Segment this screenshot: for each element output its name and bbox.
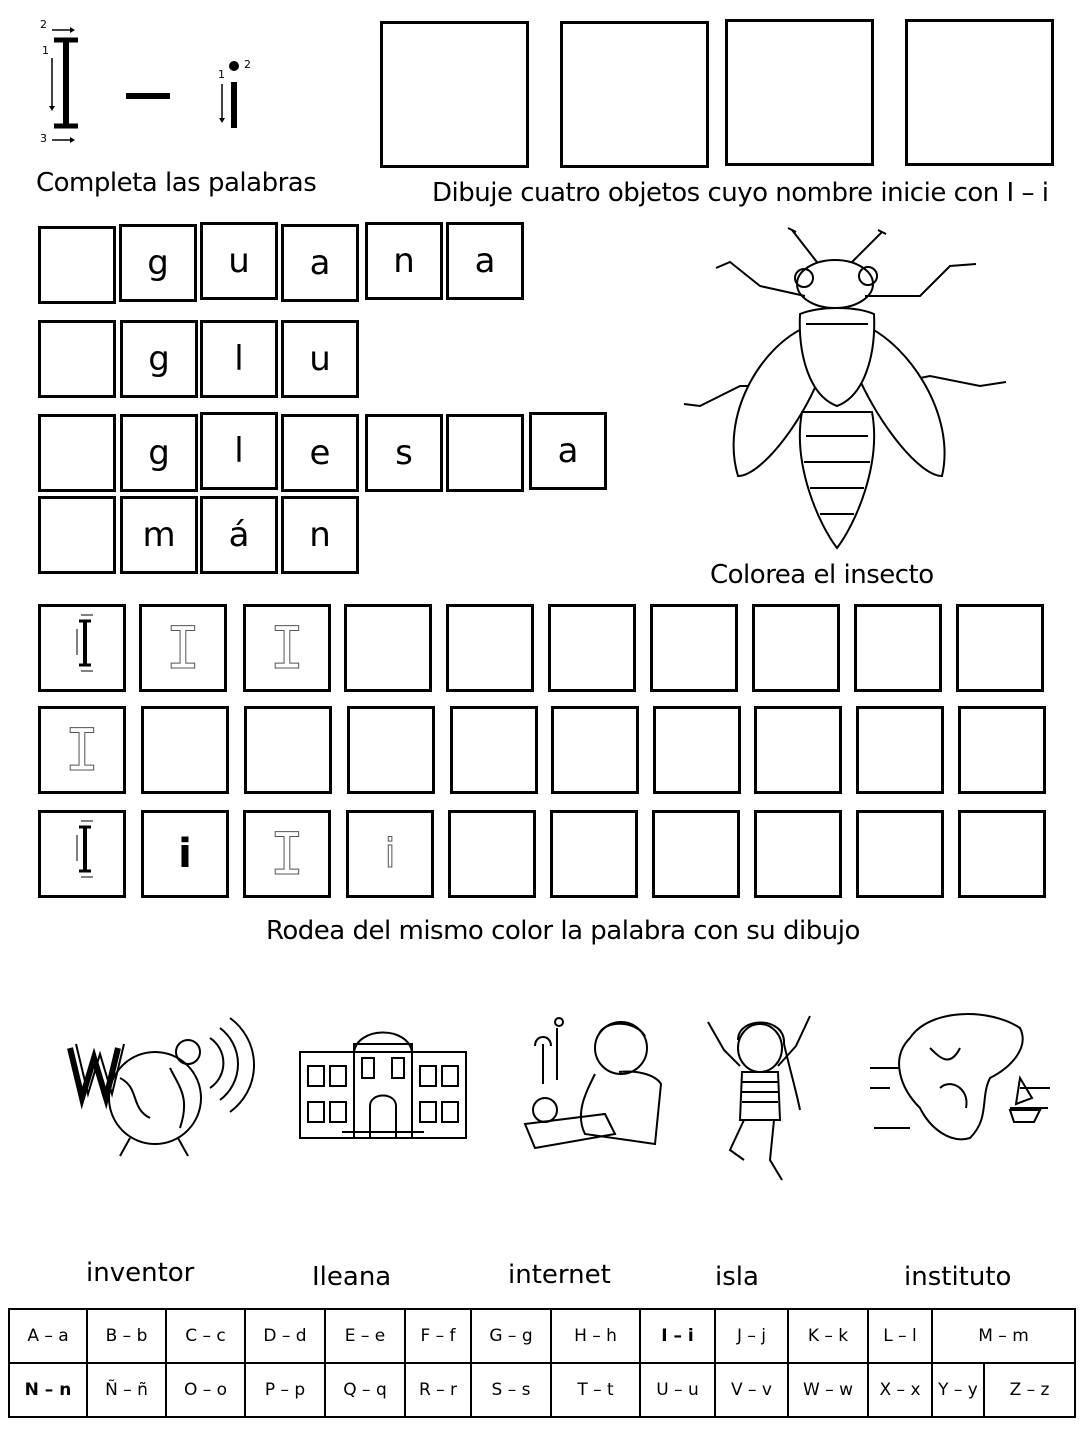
tracing-box[interactable] [448, 810, 536, 898]
insect-icon[interactable] [680, 226, 1010, 556]
tracing-box[interactable] [652, 810, 740, 898]
drawing-box[interactable] [560, 21, 709, 168]
uppercase-i-guide [41, 813, 123, 895]
stroke-number: 3 [40, 132, 47, 145]
internet-globe-icon[interactable] [60, 1008, 245, 1158]
letter-box: g [120, 320, 198, 398]
guided-letter: i [178, 831, 192, 877]
tracing-box[interactable] [141, 810, 229, 898]
alphabet-cell: O – o [166, 1363, 245, 1417]
alphabet-cell: B – b [87, 1309, 166, 1363]
letter-box-blank[interactable] [38, 496, 116, 574]
alphabet-cell: Q – q [325, 1363, 405, 1417]
tracing-box[interactable] [958, 706, 1046, 794]
letter-box: g [120, 414, 198, 492]
tracing-box[interactable] [347, 706, 435, 794]
tracing-box[interactable] [244, 706, 332, 794]
dotted-letter: I [165, 614, 201, 682]
dotted-letter: I [269, 614, 305, 682]
tracing-box[interactable] [854, 604, 942, 692]
letter-box: m [120, 496, 198, 574]
tracing-box[interactable] [38, 604, 126, 692]
alphabet-cell: A – a [9, 1309, 87, 1363]
alphabet-cell: D – d [245, 1309, 325, 1363]
match-word[interactable]: inventor [86, 1258, 195, 1288]
tracing-box[interactable] [548, 604, 636, 692]
letter-box: e [281, 414, 359, 492]
island-icon[interactable] [870, 1008, 1050, 1148]
girl-jumping-icon[interactable] [704, 1010, 814, 1182]
alphabet-cell: C – c [166, 1309, 245, 1363]
tracing-box[interactable] [243, 810, 331, 898]
alphabet-cell: Y – y [932, 1363, 984, 1417]
alphabet-cell: S – s [471, 1363, 551, 1417]
tracing-box[interactable] [243, 604, 331, 692]
instruction-color-insect: Colorea el insecto [710, 560, 934, 590]
drawing-box[interactable] [725, 19, 874, 166]
alphabet-table [8, 1308, 1076, 1418]
tracing-box[interactable] [958, 810, 1046, 898]
alphabet-cell: P – p [245, 1363, 325, 1417]
tracing-box[interactable] [344, 604, 432, 692]
dotted-letter: i [384, 831, 396, 877]
tracing-box[interactable] [754, 810, 842, 898]
alphabet-cell: J – j [715, 1309, 788, 1363]
letter-box: a [446, 222, 524, 300]
tracing-box[interactable] [450, 706, 538, 794]
tracing-box[interactable] [346, 810, 434, 898]
alphabet-row [9, 1309, 1075, 1363]
tracing-box[interactable] [551, 706, 639, 794]
tracing-box[interactable] [653, 706, 741, 794]
letter-box: a [529, 412, 607, 490]
stroke-number: 2 [244, 58, 251, 71]
match-word[interactable]: instituto [904, 1262, 1012, 1292]
letter-box: s [365, 414, 443, 492]
alphabet-row [9, 1363, 1075, 1417]
alphabet-cell: K – k [788, 1309, 868, 1363]
alphabet-cell: W – w [788, 1363, 868, 1417]
alphabet-cell: V – v [715, 1363, 788, 1417]
alphabet-cell: L – l [868, 1309, 932, 1363]
letter-box: a [281, 224, 359, 302]
drawing-box[interactable] [380, 21, 529, 168]
tracing-box[interactable] [754, 706, 842, 794]
instruction-draw-objects: Dibuje cuatro objetos cuyo nombre inicie con I – i [432, 178, 1049, 208]
letter-box: n [365, 222, 443, 300]
instruction-complete-words: Completa las palabras [36, 168, 317, 198]
letter-box: u [281, 320, 359, 398]
letter-box: g [119, 224, 197, 302]
uppercase-i-stroke-guide [28, 18, 278, 148]
alphabet-cell: R – r [405, 1363, 471, 1417]
alphabet-cell: T – t [551, 1363, 640, 1417]
letter-box-blank[interactable] [38, 414, 116, 492]
tracing-box[interactable] [752, 604, 840, 692]
tracing-box[interactable] [856, 706, 944, 794]
tracing-box[interactable] [856, 810, 944, 898]
drawing-box[interactable] [905, 19, 1054, 166]
letter-box: l [200, 412, 278, 490]
letter-box: á [200, 496, 278, 574]
stroke-number: 1 [42, 44, 49, 57]
dotted-letter: I [269, 820, 305, 888]
letter-box-blank[interactable] [446, 414, 524, 492]
alphabet-cell: X – x [868, 1363, 932, 1417]
alphabet-cell: H – h [551, 1309, 640, 1363]
dotted-letter: I [64, 716, 100, 784]
alphabet-cell: Z – z [984, 1363, 1075, 1417]
alphabet-cell: E – e [325, 1309, 405, 1363]
match-word[interactable]: Ileana [312, 1262, 392, 1292]
alphabet-cell: Ñ – ñ [87, 1363, 166, 1417]
alphabet-cell-highlighted: I – i [640, 1309, 715, 1363]
institute-building-icon[interactable] [298, 1022, 468, 1140]
letter-box-blank[interactable] [38, 226, 116, 304]
stroke-number: 2 [40, 18, 47, 31]
tracing-box[interactable] [139, 604, 227, 692]
tracing-box[interactable] [446, 604, 534, 692]
alphabet-cell-highlighted: N – n [9, 1363, 87, 1417]
alphabet-cell: M – m [932, 1309, 1075, 1363]
tracing-box[interactable] [650, 604, 738, 692]
stroke-number: 1 [218, 68, 225, 81]
match-word[interactable]: internet [508, 1260, 611, 1290]
letter-box: n [281, 496, 359, 574]
tracing-box[interactable] [38, 810, 126, 898]
match-word[interactable]: isla [715, 1262, 759, 1292]
uppercase-i-guide [41, 607, 123, 689]
tracing-box[interactable] [38, 706, 126, 794]
alphabet-cell: F – f [405, 1309, 471, 1363]
tracing-box[interactable] [956, 604, 1044, 692]
alphabet-cell: U – u [640, 1363, 715, 1417]
tracing-box[interactable] [141, 706, 229, 794]
alphabet-cell: G – g [471, 1309, 551, 1363]
letter-box-blank[interactable] [38, 320, 116, 398]
letter-box: u [200, 222, 278, 300]
inventor-icon[interactable] [515, 1014, 665, 1154]
instruction-circle-match: Rodea del mismo color la palabra con su dibujo [266, 916, 860, 946]
tracing-box[interactable] [550, 810, 638, 898]
letter-box: l [200, 320, 278, 398]
